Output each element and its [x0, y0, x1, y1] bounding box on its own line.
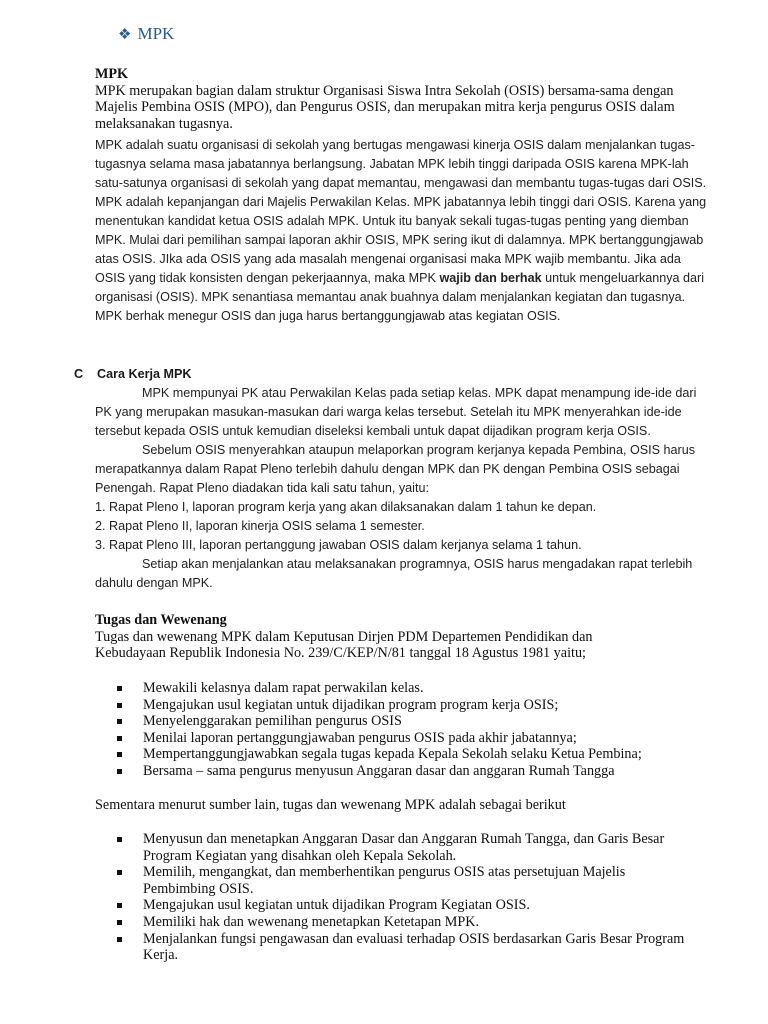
list-item: Mengajukan usul kegiatan untuk dijadikan Program Kegiatan OSIS.: [117, 897, 687, 914]
tugas-lain-text: Sementara menurut sumber lain, tugas dan wewenang MPK adalah sebagai berikut: [95, 797, 566, 813]
heading-title: MPK: [137, 24, 175, 43]
list-item: Mewakili kelasnya dalam rapat perwakilan kelas.: [117, 680, 707, 697]
square-bullet-icon: [117, 769, 122, 774]
cara-kerja-heading: [74, 365, 192, 384]
tugas-intro: Tugas dan wewenang MPK dalam Keputusan Dirjen PDM Departemen Pendidikan dan Kebudayaan Republik Indonesia No. 239/C/KEP/N/81 tanggal 18 Agustus 1981 yaitu;: [95, 628, 593, 662]
cara-kerja-paragraph-1: MPK mempunyai PK atau Perwakilan Kelas pada setiap kelas. MPK dapat menampung ide-ide dari PK yang merupakan masukan-masukan dari warga kelas tersebut. Setelah itu MPK menyerahkan ide-ide tersebut kepada OSIS untuk kemudian diseleksi kembali untuk dapat dijadikan program kerja OSIS.: [95, 386, 697, 438]
list-item: Mengajukan usul kegiatan untuk dijadikan program program kerja OSIS;: [117, 697, 707, 714]
square-bullet-icon: [117, 719, 122, 724]
square-bullet-icon: [117, 937, 122, 942]
rapat-item: 3. Rapat Pleno III, laporan pertanggung jawaban OSIS dalam kerjanya selama 1 tahun.: [95, 538, 582, 552]
definition-paragraph-2: MPK adalah kepanjangan dari Majelis Perwakilan Kelas. MPK jabatannya lebih tinggi dari OSIS. Karena yang menentukan kandidat ketua OSIS adalah MPK. Untuk itu banyak sekali tugas-tugas penting yang diemban MPK. Mulai dari pemilihan sampai laporan akhir OSIS, MPK sering ikut di dalamnya. MPK bertanggungjawab atas OSIS. JIka ada OSIS yang ada masalah mengenai organisasi maka MPK wajib membantu. Jika ada OSIS yang tidak konsisten dengan pekerjaannya, maka MPK wajib dan berhak untuk mengeluarkannya dari organisasi (OSIS). MPK senantiasa memantau anak buahnya dalam menjalankan kegiatan dan tugasnya. MPK berhak menegur OSIS dan juga harus bertanggungjawab atas kegiatan OSIS.: [95, 195, 707, 323]
intro-text: MPK merupakan bagian dalam struktur Organisasi Siswa Intra Sekolah (OSIS) bersama-sama dengan Majelis Pembina OSIS (MPO), dan Pengurus OSIS, dan merupakan mitra kerja pengurus OSIS dalam melaksanakan tugasnya.: [95, 82, 675, 132]
cara-kerja-paragraph-2: Sebelum OSIS menyerahkan ataupun melaporkan program kerjanya kepada Pembina, OSIS harus merapatkannya dalam Rapat Pleno terlebih dahulu dengan MPK dan PK dengan Pembina OSIS sebagai Penengah. Rapat Pleno diadakan tida kali satu tahun, yaitu:: [95, 443, 696, 495]
emphasis-text: wajib dan berhak: [439, 271, 542, 285]
square-bullet-icon: [117, 686, 122, 691]
rapat-item: 2. Rapat Pleno II, laporan kinerja OSIS selama 1 semester.: [95, 519, 425, 533]
square-bullet-icon: [117, 903, 122, 908]
square-bullet-icon: [117, 752, 122, 757]
cara-kerja-block: [95, 384, 700, 593]
square-bullet-icon: [117, 736, 122, 741]
list-item: Memiliki hak dan wewenang menetapkan Ketetapan MPK.: [117, 914, 687, 931]
tugas-block: [95, 612, 655, 662]
list-item: Mempertanggungjawabkan segala tugas kepada Kepala Sekolah selaku Ketua Pembina;: [117, 746, 707, 763]
square-bullet-icon: [117, 870, 122, 875]
square-bullet-icon: [117, 920, 122, 925]
list-item: Menilai laporan pertanggungjawaban pengurus OSIS pada akhir jabatannya;: [117, 730, 707, 747]
definition-paragraph-1: MPK adalah suatu organisasi di sekolah yang bertugas mengawasi kinerja OSIS dalam menjalankan tugas-tugasnya selama masa jabatannya berlangsung. Jabatan MPK lebih tinggi daripada OSIS karena MPK-lah satu-satunya organisasi di sekolah yang dapat memantau, mengawasi dan membantu tugas-tugas dari OSIS.: [95, 138, 707, 190]
list-item: Menjalankan fungsi pengawasan dan evaluasi terhadap OSIS berdasarkan Garis Besar Program Kerja.: [117, 931, 687, 964]
cara-kerja-title: Cara Kerja MPK: [97, 367, 192, 381]
tugas-title: Tugas dan Wewenang: [95, 612, 227, 628]
definition-block: [95, 136, 713, 326]
list-item: Menyusun dan menetapkan Anggaran Dasar dan Anggaran Rumah Tangga, dan Garis Besar Program Kegiatan yang disahkan oleh Kepala Sekolah.: [117, 831, 687, 864]
square-bullet-icon: [117, 703, 122, 708]
list-item: Memilih, mengangkat, dan memberhentikan pengurus OSIS atas persetujuan Majelis Pembimbing OSIS.: [117, 864, 687, 897]
tugas-list-2: [117, 831, 687, 964]
list-item: Bersama – sama pengurus menyusun Anggaran dasar dan anggaran Rumah Tangga: [117, 763, 707, 780]
list-item: Menyelenggarakan pemilihan pengurus OSIS: [117, 713, 707, 730]
diamond-bullet-icon: ❖: [118, 25, 132, 43]
rapat-item: 1. Rapat Pleno I, laporan program kerja yang akan dilaksanakan dalam 1 tahun ke depan.: [95, 500, 597, 514]
square-bullet-icon: [117, 837, 122, 842]
section-letter: C: [74, 367, 84, 381]
tugas-list-1: [117, 680, 707, 780]
section-heading: [118, 24, 174, 44]
cara-kerja-paragraph-3: Setiap akan menjalankan atau melaksanakan programnya, OSIS harus mengadakan rapat terlebih dahulu dengan MPK.: [95, 557, 693, 590]
intro-title: MPK: [95, 66, 129, 82]
intro-block: [95, 66, 715, 132]
